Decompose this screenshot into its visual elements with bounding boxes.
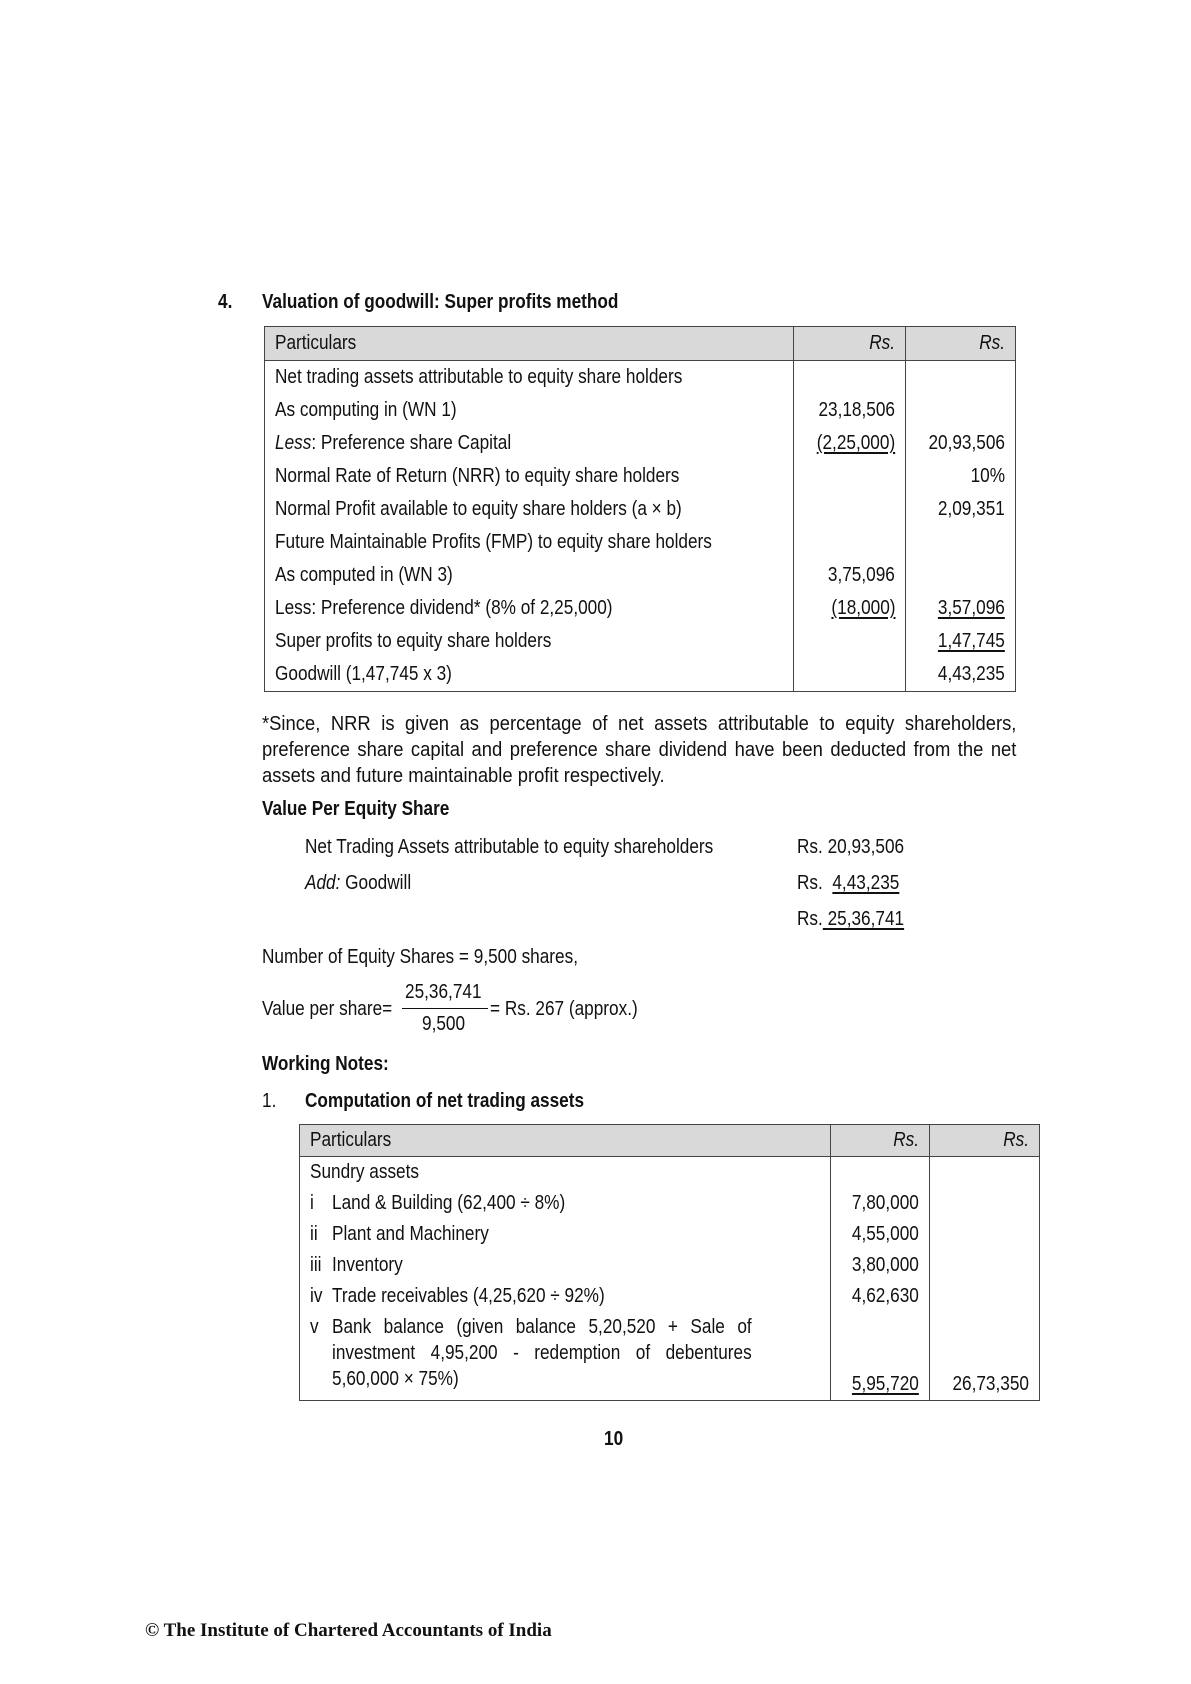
header-rs-1: Rs. <box>794 327 906 361</box>
table-header-row <box>265 327 1016 361</box>
section-title: Valuation of goodwill: Super profits method <box>262 291 619 313</box>
table-row: Sundry assets <box>300 1157 1040 1189</box>
footnote-paragraph: *Since, NRR is given as percentage of net assets attributable to equity shareholders, preference share capital and preference share dividend have been deducted from the net assets and future maintainable profit respectively. <box>262 713 1017 787</box>
table-row: Normal Rate of Return (NRR) to equity share holders 10% <box>265 460 1016 493</box>
table-row: As computed in (WN 3) 3,75,096 <box>265 559 1016 592</box>
note-number: 1. <box>262 1090 277 1112</box>
section-number: 4. <box>218 291 233 313</box>
formula-result: = Rs. 267 (approx.) <box>490 998 638 1020</box>
table-row: i Land & Building (62,400 ÷ 8%) 7,80,000 <box>300 1188 1040 1219</box>
add-goodwill-label: Add: Goodwill <box>305 872 412 894</box>
table-row: Future Maintainable Profits (FMP) to equity share holders <box>265 526 1016 559</box>
table-row: As computing in (WN 1) 23,18,506 <box>265 394 1016 427</box>
table-row: v Bank balance (given balance 5,20,520 + Sale of investment 4,95,200 - redemption of debentures 5,60,000 × 75%) 5,95,720 26,73,350 <box>300 1312 1040 1401</box>
header-rs-2: Rs. <box>906 327 1016 361</box>
formula-denominator: 9,500 <box>422 1013 466 1035</box>
header-rs-1: Rs. <box>831 1125 930 1157</box>
table-row: Goodwill (1,47,745 x 3) 4,43,235 <box>265 658 1016 692</box>
formula-numerator: 25,36,741 <box>405 981 482 1003</box>
number-of-shares: Number of Equity Shares = 9,500 shares, <box>262 946 578 968</box>
total-value: Rs. 25,36,741 <box>797 908 905 930</box>
table-row: Net trading assets attributable to equity share holders <box>265 361 1016 395</box>
table-row: Less: Preference share Capital (2,25,000) 20,93,506 <box>265 427 1016 460</box>
note-title: Computation of net trading assets <box>305 1090 585 1112</box>
goodwill-table <box>264 326 1016 692</box>
add-goodwill-value: Rs. 4,43,235 <box>797 872 900 894</box>
header-particulars: Particulars <box>265 327 794 361</box>
net-trading-assets-table <box>299 1124 1040 1401</box>
header-particulars: Particulars <box>300 1125 831 1157</box>
footer-copyright: © The Institute of Chartered Accountants of India <box>145 1620 552 1641</box>
fraction-bar <box>402 1008 488 1009</box>
table-row: ii Plant and Machinery 4,55,000 <box>300 1219 1040 1250</box>
table-row: iii Inventory 3,80,000 <box>300 1250 1040 1281</box>
table-row: iv Trade receivables (4,25,620 ÷ 92%) 4,62,630 <box>300 1281 1040 1312</box>
formula-label: Value per share= <box>262 998 393 1020</box>
page-number: 10 <box>604 1428 624 1450</box>
table-row: Less: Preference dividend* (8% of 2,25,000) (18,000) 3,57,096 <box>265 592 1016 625</box>
net-trading-assets-label: Net Trading Assets attributable to equity shareholders <box>305 836 714 858</box>
net-trading-assets-value: Rs. 20,93,506 <box>797 836 905 858</box>
working-notes-heading: Working Notes: <box>262 1053 389 1075</box>
table-header-row <box>300 1125 1040 1157</box>
value-per-share-heading: Value Per Equity Share <box>262 798 450 820</box>
table-row: Super profits to equity share holders 1,47,745 <box>265 625 1016 658</box>
header-rs-2: Rs. <box>930 1125 1040 1157</box>
table-row: Normal Profit available to equity share holders (a × b) 2,09,351 <box>265 493 1016 526</box>
